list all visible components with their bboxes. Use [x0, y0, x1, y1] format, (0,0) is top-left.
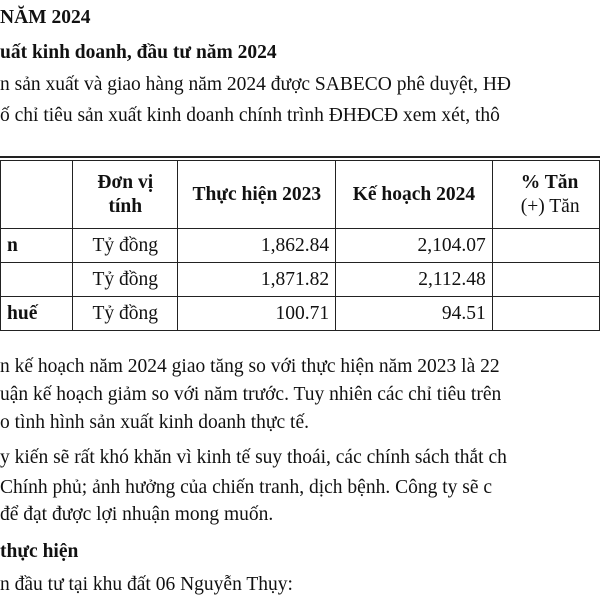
paragraph-1-line-2: uận kế hoạch giảm so với năm trước. Tuy nhiên các chỉ tiêu trên: [0, 384, 502, 405]
row-plan-2024: 2,104.07: [336, 229, 493, 263]
row-percent: [492, 229, 599, 263]
row-actual-2023: 1,862.84: [178, 229, 336, 263]
header-label-cell: [1, 161, 73, 229]
row-unit: Tỷ đồng: [73, 229, 178, 263]
header-percent-line2: (+) Tăn: [520, 195, 580, 217]
table-header-row: [1, 161, 600, 229]
paragraph-2-line-2: Chính phủ; ảnh hưởng của chiến tranh, dịch bệnh. Công ty sẽ c: [0, 477, 493, 498]
row-unit: Tỷ đồng: [73, 297, 178, 331]
row-unit: Tỷ đồng: [73, 263, 178, 297]
row-actual-2023: 100.71: [178, 297, 336, 331]
row-percent: [492, 263, 599, 297]
paragraph-2-line-3: để đạt được lợi nhuận mong muốn.: [0, 504, 274, 525]
table-row: [1, 263, 600, 297]
row-label: huế: [1, 297, 73, 331]
table-row: [1, 229, 600, 263]
header-percent-line1: % Tăn: [520, 171, 579, 193]
row-plan-2024: 94.51: [336, 297, 493, 331]
header-percent: [492, 161, 599, 229]
section-2-line-1: n đầu tư tại khu đất 06 Nguyễn Thụy:: [0, 574, 293, 595]
paragraph-1-line-1: n kế hoạch năm 2024 giao tăng so với thực hiện năm 2023 là 22: [0, 356, 500, 377]
header-unit-line2: tính: [108, 195, 143, 217]
section-title: NĂM 2024: [0, 7, 91, 28]
paragraph-2-line-1: y kiến sẽ rất khó khăn vì kinh tế suy thoái, các chính sách thắt ch: [0, 447, 507, 468]
header-unit: [73, 161, 178, 229]
subsection-title: uất kinh doanh, đầu tư năm 2024: [0, 42, 277, 63]
row-actual-2023: 1,871.82: [178, 263, 336, 297]
row-percent: [492, 297, 599, 331]
row-plan-2024: 2,112.48: [336, 263, 493, 297]
plan-table: [0, 160, 600, 331]
header-actual-2023: Thực hiện 2023: [178, 161, 336, 229]
paragraph-1-line-3: o tình hình sản xuất kinh doanh thực tế.: [0, 412, 309, 433]
section-2-title: thực hiện: [0, 541, 79, 562]
row-label: [1, 263, 73, 297]
table-top-rule: [0, 156, 600, 158]
header-unit-line1: Đơn vị: [97, 171, 154, 193]
row-label: n: [1, 229, 73, 263]
intro-line-2: ố chỉ tiêu sản xuất kinh doanh chính trình ĐHĐCĐ xem xét, thô: [0, 105, 500, 126]
table-row: [1, 297, 600, 331]
intro-line-1: n sản xuất và giao hàng năm 2024 được SABECO phê duyệt, HĐ: [0, 74, 512, 95]
header-plan-2024: Kế hoạch 2024: [336, 161, 493, 229]
